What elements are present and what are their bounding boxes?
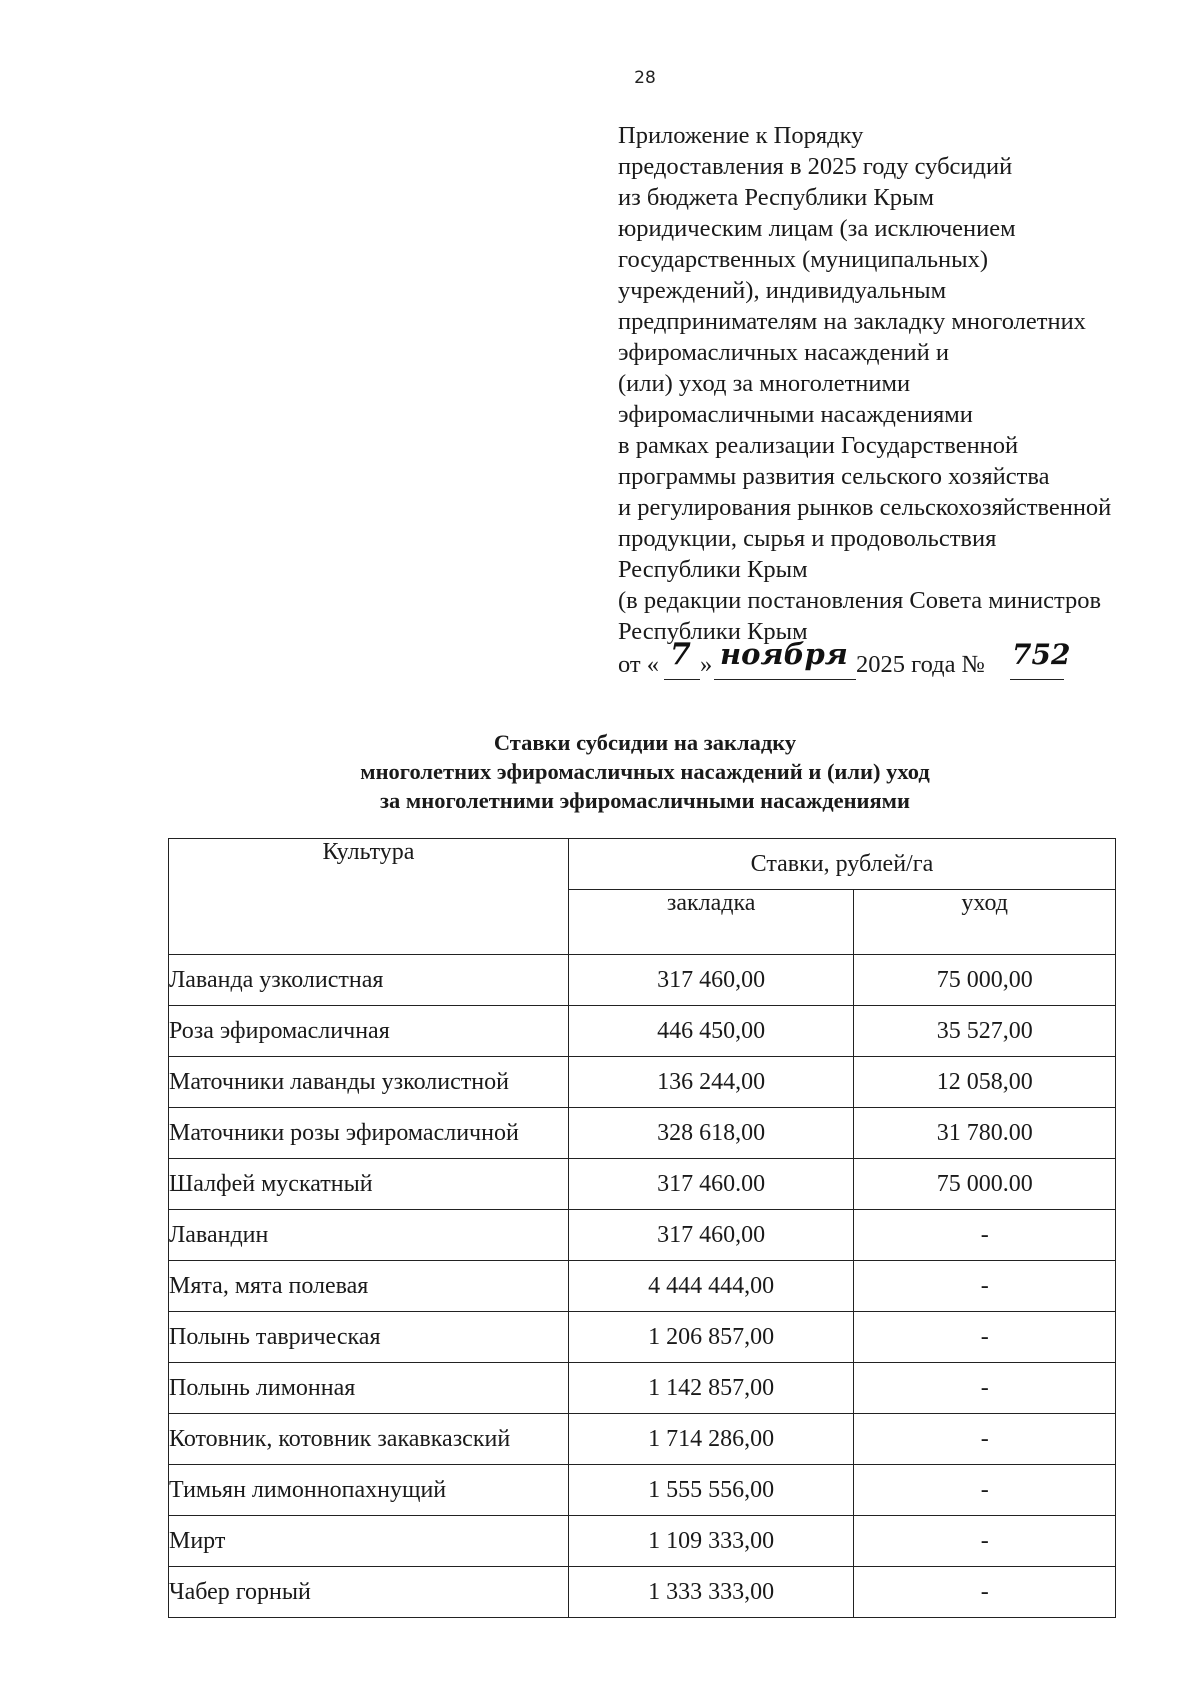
care-rate-cell: -: [854, 1210, 1116, 1261]
table-row: [169, 1567, 1116, 1618]
care-rate-cell: 12 058,00: [854, 1057, 1116, 1108]
table-row: [169, 1261, 1116, 1312]
table-row: [169, 1006, 1116, 1057]
appendix-line: (в редакции постановления Совета министров: [618, 587, 1102, 614]
page-number: 28: [634, 68, 656, 88]
care-rate-cell: -: [854, 1414, 1116, 1465]
date-quote-close: »: [700, 651, 713, 678]
culture-cell: Роза эфиромасличная: [169, 1006, 569, 1057]
culture-cell: Полынь лимонная: [169, 1363, 569, 1414]
care-rate-cell: -: [854, 1261, 1116, 1312]
table-row: [169, 1159, 1116, 1210]
table-row: [169, 1312, 1116, 1363]
heading-line: Ставки субсидии на закладку: [493, 730, 797, 755]
table-row: [169, 1363, 1116, 1414]
planting-rate-cell: 317 460.00: [568, 1159, 854, 1210]
planting-rate-cell: 1 206 857,00: [568, 1312, 854, 1363]
rates-table: [168, 838, 1116, 1618]
number-underline: [1010, 679, 1064, 680]
year-and-number-label: 2025 года №: [856, 651, 985, 678]
appendix-line: Приложение к Порядку: [618, 122, 864, 149]
appendix-line: государственных (муниципальных): [618, 246, 989, 273]
date-prefix: от «: [618, 651, 660, 678]
planting-rate-cell: 317 460,00: [568, 1210, 854, 1261]
header-rates: Ставки, рублей/га: [568, 839, 1115, 890]
culture-cell: Маточники лаванды узколистной: [169, 1057, 569, 1108]
appendix-line: из бюджета Республики Крым: [618, 184, 934, 211]
planting-rate-cell: 136 244,00: [568, 1057, 854, 1108]
table-row: [169, 1210, 1116, 1261]
appendix-line: эфиромасличных насаждений и: [618, 339, 949, 366]
care-rate-cell: -: [854, 1567, 1116, 1618]
culture-cell: Котовник, котовник закавказский: [169, 1414, 569, 1465]
appendix-block: [618, 120, 1188, 689]
table-row: [169, 1516, 1116, 1567]
appendix-line: учреждений), индивидуальным: [618, 277, 947, 304]
appendix-line: эфиромасличными насаждениями: [618, 401, 973, 428]
care-rate-cell: 31 780.00: [854, 1108, 1116, 1159]
care-rate-cell: -: [854, 1516, 1116, 1567]
planting-rate-cell: 1 555 556,00: [568, 1465, 854, 1516]
planting-rate-cell: 1 142 857,00: [568, 1363, 854, 1414]
heading-line: многолетних эфиромасличных насаждений и (или) уход: [360, 759, 930, 784]
appendix-line: юридическим лицам (за исключением: [618, 215, 1016, 242]
culture-cell: Лаванда узколистная: [169, 955, 569, 1006]
culture-cell: Маточники розы эфиромасличной: [169, 1108, 569, 1159]
care-rate-cell: 75 000,00: [854, 955, 1116, 1006]
appendix-line: Республики Крым: [618, 556, 808, 583]
planting-rate-cell: 1 333 333,00: [568, 1567, 854, 1618]
culture-cell: Лавандин: [169, 1210, 569, 1261]
appendix-line: (или) уход за многолетними: [618, 370, 911, 397]
planting-rate-cell: 328 618,00: [568, 1108, 854, 1159]
appendix-line: предоставления в 2025 году субсидий: [618, 153, 1013, 180]
planting-rate-cell: 317 460,00: [568, 955, 854, 1006]
appendix-line: Республики Крым: [618, 618, 808, 645]
culture-cell: Мята, мята полевая: [169, 1261, 569, 1312]
header-planting: закладка: [568, 890, 854, 955]
care-rate-cell: -: [854, 1312, 1116, 1363]
table-row: [169, 1414, 1116, 1465]
culture-cell: Полынь таврическая: [169, 1312, 569, 1363]
appendix-line: предпринимателям на закладку многолетних: [618, 308, 1086, 335]
signature-line: [618, 637, 1188, 689]
care-rate-cell: -: [854, 1363, 1116, 1414]
planting-rate-cell: 1 714 286,00: [568, 1414, 854, 1465]
appendix-line: в рамках реализации Государственной: [618, 432, 1019, 459]
header-culture: Культура: [169, 839, 569, 955]
culture-cell: Шалфей мускатный: [169, 1159, 569, 1210]
appendix-line: продукции, сырья и продовольствия: [618, 525, 997, 552]
culture-cell: Тимьян лимоннопахнущий: [169, 1465, 569, 1516]
culture-cell: Мирт: [169, 1516, 569, 1567]
appendix-line: и регулирования рынков сельскохозяйственной: [618, 494, 1112, 521]
handwritten-day: 7: [670, 637, 691, 672]
month-underline: [714, 679, 856, 680]
care-rate-cell: -: [854, 1465, 1116, 1516]
planting-rate-cell: 4 444 444,00: [568, 1261, 854, 1312]
appendix-line: программы развития сельского хозяйства: [618, 463, 1050, 490]
planting-rate-cell: 446 450,00: [568, 1006, 854, 1057]
table-row: [169, 1057, 1116, 1108]
handwritten-number: 752: [1012, 638, 1071, 671]
culture-cell: Чабер горный: [169, 1567, 569, 1618]
table-row: [169, 1465, 1116, 1516]
table-row: [169, 1108, 1116, 1159]
heading-line: за многолетними эфиромасличными насаждениями: [380, 788, 910, 813]
table-header-row: [169, 839, 1116, 890]
planting-rate-cell: 1 109 333,00: [568, 1516, 854, 1567]
header-care: уход: [854, 890, 1116, 955]
handwritten-month: ноября: [720, 637, 848, 671]
table-row: [169, 955, 1116, 1006]
care-rate-cell: 35 527,00: [854, 1006, 1116, 1057]
care-rate-cell: 75 000.00: [854, 1159, 1116, 1210]
day-underline: [664, 679, 700, 680]
table-heading: [170, 728, 1120, 815]
